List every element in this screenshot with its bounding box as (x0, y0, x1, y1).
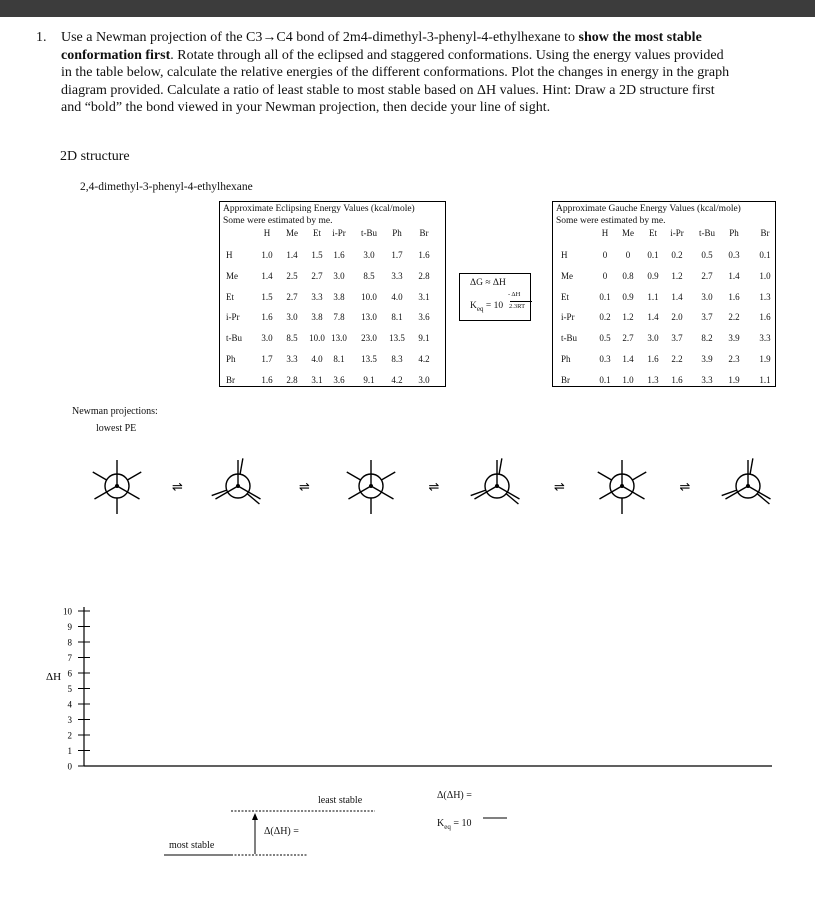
lowest-pe-label: lowest PE (96, 423, 137, 434)
table-cell: 1.6 (418, 250, 430, 260)
table-cell: 0.2 (599, 312, 611, 323)
table-cell: 2.5 (286, 270, 298, 281)
column-header: Br (760, 228, 770, 238)
table-cell: 8.1 (391, 312, 403, 323)
table-cell: 9.1 (363, 374, 375, 385)
table-cell: 1.0 (622, 374, 634, 385)
row-label: Et (226, 291, 234, 302)
newman-back-bond (632, 472, 646, 480)
table-cell: 3.0 (363, 250, 375, 260)
delta-arrow-head (252, 813, 258, 820)
newman-back-bond (722, 490, 737, 495)
table-cell: 0.5 (701, 250, 713, 260)
table-cell: 1.6 (728, 291, 740, 302)
table-cell: 1.6 (261, 374, 273, 385)
newman-back-bond (212, 490, 227, 495)
table-cell: 10.0 (309, 333, 325, 344)
newman-back-bond (471, 490, 486, 495)
table-cell: 0.9 (647, 270, 659, 281)
y-tick-label: 2 (67, 730, 72, 741)
table-caption: Approximate Eclipsing Energy Values (kcal/mole) (223, 204, 415, 214)
column-header: t-Bu (360, 228, 377, 238)
eclipsing-energy-table (219, 201, 446, 387)
table-cell: 2.0 (671, 312, 683, 323)
table-caption: Approximate Gauche Energy Values (kcal/mole) (556, 204, 741, 214)
table-cell: 1.7 (391, 250, 403, 260)
table-cell: 0.5 (599, 333, 611, 344)
table-cell: 1.6 (261, 312, 273, 323)
y-tick-label: 4 (67, 699, 72, 710)
table-cell: 3.1 (418, 291, 430, 302)
table-cell: 1.6 (671, 374, 683, 385)
row-label: Ph (561, 354, 571, 364)
table-cell: 2.7 (286, 291, 298, 302)
table-caption-note: Some were estimated by me. (223, 216, 333, 226)
table-cell: 0.3 (599, 354, 611, 364)
table-cell: 0.2 (671, 250, 683, 260)
table-cell: 0 (602, 250, 608, 260)
newman-projections (0, 450, 815, 530)
table-cell: 1.7 (261, 354, 273, 364)
bold-instruction: show the most stable conformation first (61, 30, 702, 63)
table-cell: 2.2 (728, 312, 740, 323)
table-cell: 0.1 (647, 250, 659, 260)
column-header: i-Pr (670, 228, 684, 238)
table-cell: 3.7 (671, 333, 683, 344)
rotation-arrow: ⇌ (679, 480, 691, 495)
table-cell: 8.3 (391, 354, 403, 364)
table-cell: 3.1 (311, 374, 323, 385)
column-header: Et (649, 228, 657, 238)
table-cell: 1.0 (759, 270, 771, 281)
exponent-denominator: 2.3RT (509, 303, 526, 310)
table-cell: 10.0 (361, 291, 377, 302)
table-cell: 3.0 (647, 333, 659, 344)
table-cell: 13.0 (331, 333, 347, 344)
rotation-arrow: ⇌ (299, 480, 310, 495)
row-label: H (561, 250, 568, 260)
table-cell: 8.2 (701, 333, 713, 344)
table-cell: 1.6 (647, 354, 659, 364)
y-axis-label: ΔH (46, 671, 62, 683)
viewer-top-bar (0, 0, 815, 17)
column-header: Me (286, 228, 298, 238)
right-delta-delta-h: Δ(ΔH) = (437, 790, 472, 801)
table-cell: 3.7 (701, 312, 713, 323)
table-cell: 1.4 (647, 312, 659, 323)
table-cell: 1.3 (759, 291, 771, 302)
y-tick-label: 7 (67, 653, 72, 663)
table-cell: 0 (625, 250, 631, 260)
y-tick-label: 1 (67, 746, 72, 756)
newman-back-bond (347, 472, 361, 480)
y-tick-label: 9 (67, 622, 72, 632)
newman-back-bond (240, 458, 243, 474)
table-cell: 1.1 (759, 374, 771, 385)
keq-result: $K_{eq} = 10$ (437, 818, 472, 831)
table-cell: 4.2 (391, 374, 403, 385)
newman-back-bond (499, 458, 502, 474)
newman-label: Newman projections: (72, 406, 158, 417)
row-label: t-Bu (561, 333, 578, 344)
y-tick-label: 8 (67, 637, 72, 648)
table-cell: 3.0 (261, 333, 273, 344)
table-cell: 3.0 (333, 270, 345, 281)
table-cell: 4.2 (418, 354, 430, 364)
table-cell: 0.8 (622, 270, 634, 281)
row-label: Et (561, 291, 569, 302)
question-number: 1. (36, 30, 47, 45)
table-cell: 1.3 (647, 374, 659, 385)
gauche-energy-table (552, 201, 776, 387)
table-cell: 3.9 (701, 354, 713, 364)
table-cell: 0.1 (599, 291, 611, 302)
table-cell: 3.8 (333, 291, 345, 302)
table-cell: 0.3 (728, 250, 740, 260)
keq-expression: $K_{eq} = 10$ (470, 301, 504, 313)
energy-graph (0, 600, 815, 780)
y-tick-label: 6 (67, 668, 72, 679)
table-cell: 0 (602, 270, 608, 281)
exponent-numerator: - ΔH (508, 291, 521, 298)
table-cell: 1.9 (728, 374, 740, 385)
table-cell: 3.0 (418, 374, 430, 385)
table-cell: 3.3 (701, 374, 713, 385)
table-cell: 1.4 (671, 291, 683, 302)
table-cell: 3.0 (286, 312, 298, 323)
equation-box (459, 273, 531, 321)
most-stable-label: most stable (169, 840, 215, 851)
table-caption-note: Some were estimated by me. (556, 216, 666, 226)
table-cell: 0.1 (759, 250, 771, 260)
table-cell: 1.0 (261, 250, 273, 260)
table-cell: 2.8 (286, 374, 298, 385)
row-label: t-Bu (226, 333, 243, 344)
fraction-bar (510, 301, 532, 302)
table-cell: 1.6 (759, 312, 771, 323)
delta-g-approx: ΔG ≈ ΔH (470, 278, 506, 288)
table-cell: 3.3 (391, 270, 403, 281)
table-cell: 2.2 (671, 354, 683, 364)
column-header: Br (419, 228, 429, 238)
column-header: Et (313, 228, 321, 238)
table-cell: 8.5 (363, 270, 375, 281)
column-header: H (601, 228, 609, 238)
table-cell: 3.3 (311, 291, 323, 302)
table-cell: 1.4 (728, 270, 740, 281)
table-cell: 1.5 (261, 291, 273, 302)
table-cell: 1.2 (671, 270, 683, 281)
table-cell: 1.1 (647, 291, 659, 302)
row-label: Me (561, 270, 573, 281)
table-cell: 2.8 (418, 270, 430, 281)
table-cell: 1.5 (311, 250, 323, 260)
column-header: i-Pr (332, 228, 346, 238)
table-cell: 13.5 (389, 333, 405, 344)
table-cell: 1.9 (759, 354, 771, 364)
row-label: Me (226, 270, 238, 281)
table-cell: 3.8 (311, 312, 323, 323)
table-cell: 3.6 (333, 374, 345, 385)
table-cell: 2.3 (728, 354, 740, 364)
newman-back-bond (598, 472, 612, 480)
y-tick-label: 0 (67, 761, 72, 772)
row-label: Br (561, 374, 570, 385)
table-cell: 3.0 (701, 291, 713, 302)
table-cell: 0.9 (622, 291, 634, 302)
row-label: Br (226, 374, 235, 385)
column-header: Me (622, 228, 634, 238)
table-cell: 4.0 (391, 291, 403, 302)
table-cell: 8.1 (333, 354, 345, 364)
question-text: Use a Newman projection of the C3→C4 bond of 2m4-dimethyl-3-phenyl-4-ethylhexane to show the most stable conformation first. Rotate through all of the eclipsed and staggered conformations. Using the energy values provided in the table below, calculate the relative energies of the different conformations. Plot the changes in energy in the graph diagram provided. Calculate a ratio of least stable to most stable based on ΔH values. Hint: Draw a 2D structure first and “bold” the bond viewed in your Newman projection, then decide your line of sight. (61, 30, 730, 115)
table-cell: 3.3 (286, 354, 298, 364)
table-cell: 2.7 (311, 270, 323, 281)
table-cell: 8.5 (286, 333, 298, 344)
rotation-arrow: ⇌ (172, 480, 183, 495)
table-cell: 2.7 (701, 270, 713, 281)
least-stable-label: least stable (318, 795, 363, 806)
table-cell: 3.9 (728, 333, 740, 344)
column-header: H (263, 228, 271, 238)
table-cell: 1.4 (622, 354, 634, 364)
rotation-arrow: ⇌ (428, 480, 440, 495)
newman-back-bond (750, 458, 753, 474)
row-label: i-Pr (226, 312, 240, 323)
y-tick-label: 5 (67, 684, 72, 694)
table-cell: 1.4 (286, 250, 298, 260)
table-cell: 0.1 (599, 374, 611, 385)
column-header: t-Bu (698, 228, 715, 238)
row-label: H (226, 250, 233, 260)
y-tick-label: 3 (67, 715, 72, 725)
table-cell: 3.6 (418, 312, 430, 323)
table-cell: 3.3 (759, 333, 771, 344)
y-tick-label: 10 (63, 606, 72, 617)
column-header: Ph (729, 228, 739, 238)
table-cell: 9.1 (418, 333, 430, 344)
row-label: Ph (226, 354, 236, 364)
structure-heading: 2D structure (60, 149, 130, 164)
table-cell: 7.8 (333, 312, 345, 323)
table-cell: 13.0 (361, 312, 377, 323)
table-cell: 1.6 (333, 250, 345, 260)
arrow-symbol: → (262, 30, 277, 45)
energy-diagram (0, 780, 815, 916)
table-cell: 13.5 (361, 354, 377, 364)
table-cell: 23.0 (361, 333, 377, 344)
rotation-arrow: ⇌ (554, 480, 565, 495)
table-cell: 4.0 (311, 354, 323, 364)
newman-back-bond (127, 472, 141, 480)
table-cell: 1.2 (622, 312, 634, 323)
column-header: Ph (392, 228, 402, 238)
table-cell: 1.4 (261, 270, 273, 281)
table-cell: 2.7 (622, 333, 634, 344)
row-label: i-Pr (561, 312, 575, 323)
delta-delta-h-label: Δ(ΔH) = (264, 826, 299, 837)
newman-back-bond (93, 472, 107, 480)
molecule-name: 2,4-dimethyl-3-phenyl-4-ethylhexane (80, 181, 253, 193)
newman-back-bond (381, 472, 395, 480)
